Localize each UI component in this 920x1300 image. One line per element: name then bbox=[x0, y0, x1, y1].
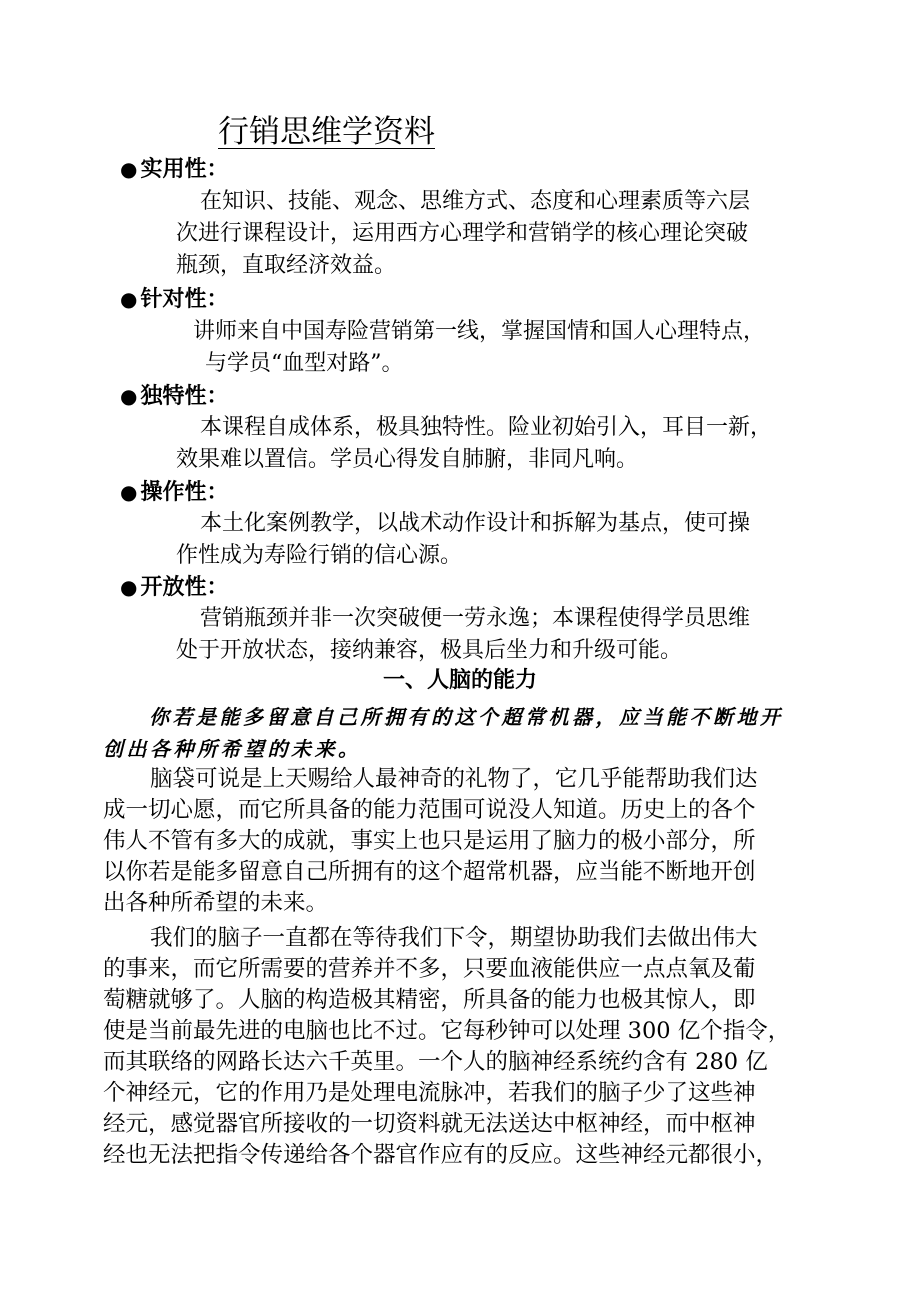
feature-text-line: 效果难以置信。学员心得发自肺腑，非同凡响。 bbox=[176, 447, 639, 472]
intro-line: 创出各种所希望的未来。 bbox=[103, 737, 362, 761]
feature-text-line: 与学员“血型对路”。 bbox=[205, 351, 404, 376]
paragraph-line: 个神经元，它的作用乃是处理电流脉冲，若我们的脑子少了这些神 bbox=[103, 1080, 756, 1106]
paragraph-line: 以你若是能多留意自己所拥有的这个超常机器，应当能不断地开创 bbox=[103, 859, 756, 885]
feature-heading-label: 独特性： bbox=[140, 384, 229, 409]
feature-text-line: 作性成为寿险行销的信心源。 bbox=[176, 543, 463, 568]
paragraph-line: 使是当前最先进的电脑也比不过。它每秒钟可以处理 300 亿个指令， bbox=[103, 1018, 791, 1044]
feature-heading-label: 针对性： bbox=[140, 287, 229, 312]
paragraph-line: 经元，感觉器官所接收的一切资料就无法送达中枢神经，而中枢神 bbox=[103, 1111, 756, 1137]
paragraph-line: 萄糖就够了。人脑的构造极其精密，所具备的能力也极其惊人，即 bbox=[103, 987, 756, 1013]
feature-text-line: 本课程自成体系，极具独特性。险业初始引入，耳目一新， bbox=[200, 415, 773, 440]
feature-heading-label: 操作性： bbox=[140, 480, 229, 505]
intro-line: 你若是能多留意自己所拥有的这个超常机器，应当能不断地开 bbox=[149, 705, 784, 729]
feature-text-line: 讲师来自中国寿险营销第一线，掌握国情和国人心理特点， bbox=[193, 319, 766, 344]
feature-heading-operability bbox=[120, 477, 228, 508]
feature-text-line: 本土化案例教学，以战术动作设计和拆解为基点，使可操 bbox=[200, 511, 751, 536]
feature-heading-label: 实用性： bbox=[140, 157, 229, 182]
section-intro bbox=[103, 701, 823, 765]
bullet-icon: ● bbox=[120, 480, 138, 504]
bullet-icon: ● bbox=[120, 384, 138, 408]
feature-text-line: 处于开放状态，接纳兼容，极具后坐力和升级可能。 bbox=[176, 638, 683, 663]
feature-text-line: 次进行课程设计，运用西方心理学和营销学的核心理论突破 bbox=[176, 221, 749, 246]
feature-text-line: 瓶颈，直取经济效益。 bbox=[176, 253, 397, 278]
paragraph-line: 我们的脑子一直都在等待我们下令，期望协助我们去做出伟大 bbox=[150, 925, 758, 951]
paragraph-line: 而其联络的网路长达六千英里。一个人的脑神经系统约含有 280 亿 bbox=[103, 1049, 768, 1075]
paragraph-line: 出各种所希望的未来。 bbox=[103, 890, 329, 916]
section-title: 一、人脑的能力 bbox=[382, 668, 537, 693]
paragraph-line: 成一切心愿，而它所具备的能力范围可说没人知道。历史上的各个 bbox=[103, 797, 756, 823]
paragraph-line: 伟人不管有多大的成就，事实上也只是运用了脑力的极小部分，所 bbox=[103, 828, 756, 854]
paragraph-line: 的事来，而它所需要的营养并不多，只要血液能供应一点点氧及葡 bbox=[103, 956, 756, 982]
paragraph-line: 脑袋可说是上天赐给人最神奇的礼物了，它几乎能帮助我们达 bbox=[150, 766, 758, 792]
feature-text-line: 在知识、技能、观念、思维方式、态度和心理素质等六层 bbox=[200, 189, 751, 214]
feature-heading-openness bbox=[120, 572, 228, 603]
paragraph-line: 经也无法把指令传递给各个器官作应有的反应。这些神经元都很小， bbox=[103, 1142, 779, 1168]
feature-text-line: 营销瓶颈并非一次突破便一劳永逸；本课程使得学员思维 bbox=[200, 606, 751, 631]
document-title: 行销思维学资料 bbox=[218, 114, 435, 150]
feature-heading-targeting bbox=[120, 284, 228, 315]
feature-heading-practicality bbox=[120, 154, 228, 185]
bullet-icon: ● bbox=[120, 575, 138, 599]
feature-heading-label: 开放性： bbox=[140, 575, 229, 600]
feature-heading-uniqueness bbox=[120, 381, 228, 412]
bullet-icon: ● bbox=[120, 287, 138, 311]
bullet-icon: ● bbox=[120, 157, 138, 181]
